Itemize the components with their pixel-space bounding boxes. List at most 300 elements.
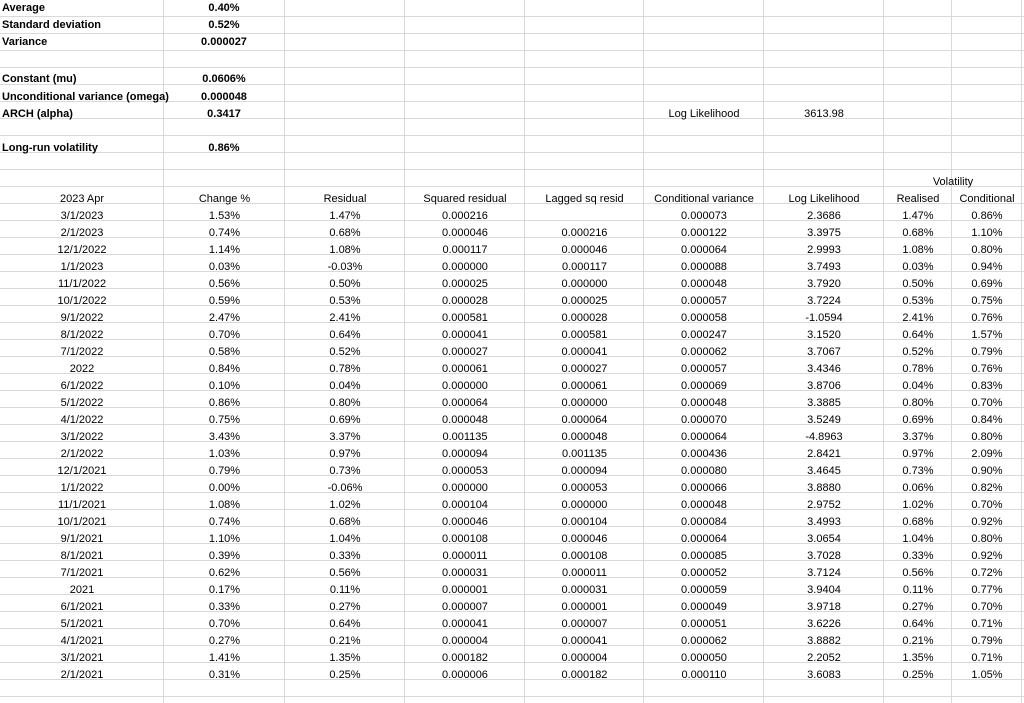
cell-change[interactable]: 0.59% [208, 295, 241, 307]
table-row [0, 480, 1024, 497]
cell-conditional-vol[interactable]: 0.76% [971, 363, 1003, 375]
cell-squared-residual[interactable]: 0.000064 [442, 397, 488, 409]
cell-lagged-sq-resid[interactable]: 0.000011 [561, 567, 608, 579]
cell-log-likelihood[interactable]: 3.7920 [807, 278, 841, 290]
cell-period[interactable]: 1/1/2022 [60, 482, 104, 494]
cell-squared-residual[interactable]: 0.000000 [442, 482, 488, 494]
cell-conditional-vol[interactable]: 0.80% [971, 533, 1003, 545]
cell-squared-residual[interactable]: 0.000025 [442, 278, 488, 290]
cell-realised-vol[interactable]: 0.68% [902, 516, 934, 528]
cell-change[interactable]: 0.10% [208, 380, 241, 392]
cell-period[interactable]: 6/1/2021 [60, 601, 104, 613]
cell-conditional-variance[interactable]: 0.000057 [681, 363, 727, 375]
cell-realised-vol[interactable]: 0.27% [902, 601, 934, 613]
cell-log-likelihood[interactable]: 3.1520 [807, 329, 841, 341]
cell-residual[interactable]: 0.73% [329, 465, 361, 477]
cell-change[interactable]: 1.10% [208, 533, 241, 545]
cell-conditional-variance[interactable]: 0.000084 [681, 516, 727, 528]
cell-conditional-variance[interactable]: 0.000049 [681, 601, 727, 613]
cell-residual[interactable]: 0.97% [329, 448, 361, 460]
constant-label[interactable]: Constant (mu) [2, 73, 77, 85]
cell-change[interactable]: 1.53% [208, 210, 241, 222]
cell-lagged-sq-resid[interactable] [525, 208, 644, 225]
omega-value[interactable]: 0.000048 [201, 91, 247, 103]
cell-residual[interactable]: 0.50% [329, 278, 361, 290]
cell-change[interactable]: 1.14% [208, 244, 241, 256]
cell-residual[interactable]: 0.11% [329, 584, 361, 596]
cell-lagged-sq-resid[interactable]: 0.000000 [561, 278, 608, 290]
cell-period[interactable]: 9/1/2021 [60, 533, 104, 545]
cell-period[interactable]: 8/1/2022 [60, 329, 104, 341]
cell-period[interactable]: 11/1/2021 [57, 499, 107, 511]
cell-conditional-variance[interactable]: 0.000064 [681, 244, 727, 256]
cell-conditional-variance[interactable]: 0.000057 [681, 295, 727, 307]
cell-change[interactable]: 0.70% [208, 329, 241, 341]
longrun-label[interactable]: Long-run volatility [2, 142, 98, 154]
cell-lagged-sq-resid[interactable]: 0.000028 [561, 312, 608, 324]
cell-period[interactable]: 3/1/2021 [60, 652, 104, 664]
cell-log-likelihood[interactable]: 3.4346 [807, 363, 841, 375]
cell-conditional-vol[interactable]: 0.92% [971, 516, 1003, 528]
cell-conditional-vol[interactable]: 0.71% [971, 652, 1003, 664]
cell-realised-vol[interactable]: 0.64% [902, 329, 934, 341]
cell-period[interactable]: 6/1/2022 [60, 380, 104, 392]
cell-change[interactable]: 0.75% [208, 414, 241, 426]
cell-residual[interactable]: 0.80% [329, 397, 361, 409]
cell-log-likelihood[interactable]: 3.9404 [807, 584, 841, 596]
cell-realised-vol[interactable]: 0.73% [902, 465, 934, 477]
cell-conditional-variance[interactable]: 0.000066 [681, 482, 727, 494]
cell-change[interactable]: 0.33% [208, 601, 241, 613]
cell-conditional-variance[interactable]: 0.000064 [681, 431, 727, 443]
cell-residual[interactable]: 0.64% [329, 329, 361, 341]
cell-log-likelihood[interactable]: 2.9993 [807, 244, 841, 256]
table-row [0, 259, 1024, 276]
cell-realised-vol[interactable]: 0.11% [902, 584, 934, 596]
table-row [0, 616, 1024, 633]
cell-squared-residual[interactable]: 0.000053 [442, 465, 488, 477]
cell-realised-vol[interactable]: 1.35% [902, 652, 934, 664]
table-row [0, 667, 1024, 684]
cell-conditional-vol[interactable]: 0.80% [971, 244, 1003, 256]
table-row [0, 446, 1024, 463]
cell-period[interactable]: 2/1/2022 [60, 448, 104, 460]
header-squared-residual[interactable]: Squared residual [423, 193, 507, 205]
cell-residual[interactable]: 0.78% [329, 363, 361, 375]
cell-lagged-sq-resid[interactable]: 0.000053 [561, 482, 608, 494]
table-row [0, 463, 1024, 480]
cell-lagged-sq-resid[interactable]: 0.000000 [561, 499, 608, 511]
cell-squared-residual[interactable]: 0.000216 [442, 210, 488, 222]
cell-period[interactable]: 10/1/2022 [57, 295, 107, 307]
cell-lagged-sq-resid[interactable]: 0.000001 [561, 601, 608, 613]
cell-conditional-vol[interactable]: 0.75% [971, 295, 1003, 307]
cell-lagged-sq-resid[interactable]: 0.000031 [561, 584, 608, 596]
cell-conditional-variance[interactable]: 0.000069 [681, 380, 727, 392]
cell-conditional-vol[interactable]: 0.92% [971, 550, 1003, 562]
cell-change[interactable]: 0.74% [208, 227, 241, 239]
cell-conditional-variance[interactable]: 0.000110 [681, 669, 727, 681]
cell-lagged-sq-resid[interactable]: 0.000046 [561, 244, 608, 256]
alpha-label[interactable]: ARCH (alpha) [2, 108, 73, 120]
cell-conditional-variance[interactable]: 0.000048 [681, 499, 727, 511]
std-label[interactable]: Standard deviation [2, 19, 102, 31]
cell-realised-vol[interactable]: 2.41% [902, 312, 934, 324]
cell-log-likelihood[interactable]: 3.0654 [807, 533, 841, 545]
table-row [0, 208, 1024, 225]
cell-period[interactable]: 7/1/2021 [60, 567, 104, 579]
cell-conditional-variance[interactable]: 0.000059 [681, 584, 727, 596]
cell-conditional-vol[interactable]: 0.77% [971, 584, 1003, 596]
cell-log-likelihood[interactable]: 3.7493 [807, 261, 841, 273]
cell-change[interactable]: 0.31% [208, 669, 241, 681]
cell-change[interactable]: 0.27% [208, 635, 241, 647]
cell-realised-vol[interactable]: 0.97% [902, 448, 934, 460]
cell-squared-residual[interactable]: 0.000581 [442, 312, 488, 324]
cell-log-likelihood[interactable]: 2.2052 [807, 652, 841, 664]
cell-conditional-variance[interactable]: 0.000052 [681, 567, 727, 579]
cell-period[interactable]: 9/1/2022 [60, 312, 104, 324]
cell-realised-vol[interactable]: 0.04% [902, 380, 934, 392]
cell-log-likelihood[interactable]: 3.6226 [807, 618, 841, 630]
cell-lagged-sq-resid[interactable]: 0.000061 [561, 380, 608, 392]
cell-change[interactable]: 2.47% [208, 312, 241, 324]
cell-realised-vol[interactable]: 1.02% [902, 499, 934, 511]
cell-log-likelihood[interactable]: 3.8882 [807, 635, 841, 647]
cell-squared-residual[interactable]: 0.000004 [442, 635, 488, 647]
cell-lagged-sq-resid[interactable]: 0.000025 [561, 295, 608, 307]
cell-realised-vol[interactable]: 1.47% [902, 210, 934, 222]
cell-log-likelihood[interactable]: 3.7028 [807, 550, 841, 562]
cell-conditional-variance[interactable]: 0.000048 [681, 278, 727, 290]
cell-lagged-sq-resid[interactable]: 0.000581 [561, 329, 608, 341]
cell-squared-residual[interactable]: 0.000104 [442, 499, 488, 511]
cell-squared-residual[interactable]: 0.000001 [442, 584, 488, 596]
cell-log-likelihood[interactable]: -4.8963 [805, 431, 843, 443]
cell-lagged-sq-resid[interactable]: 0.000064 [561, 414, 608, 426]
header-conditional[interactable]: Conditional [959, 193, 1015, 205]
cell-residual[interactable]: 0.52% [329, 346, 361, 358]
cell-period[interactable]: 10/1/2021 [57, 516, 107, 528]
cell-change[interactable]: 0.86% [208, 397, 241, 409]
cell-conditional-vol[interactable]: 0.84% [971, 414, 1003, 426]
cell-conditional-vol[interactable]: 0.71% [971, 618, 1003, 630]
cell-change[interactable]: 0.58% [208, 346, 241, 358]
cell-change[interactable]: 0.17% [208, 584, 241, 596]
cell-lagged-sq-resid[interactable]: 0.001135 [561, 448, 608, 460]
cell-period[interactable]: 5/1/2022 [60, 397, 104, 409]
cell-lagged-sq-resid[interactable]: 0.000007 [561, 618, 608, 630]
cell-conditional-vol[interactable]: 0.82% [971, 482, 1003, 494]
cell-residual[interactable]: 1.02% [329, 499, 361, 511]
cell-lagged-sq-resid[interactable]: 0.000117 [561, 261, 608, 273]
std-value[interactable]: 0.52% [208, 19, 240, 31]
table-row [0, 650, 1024, 667]
cell-residual[interactable]: 0.68% [329, 227, 361, 239]
cell-change[interactable]: 0.70% [208, 618, 241, 630]
cell-conditional-vol[interactable]: 0.90% [971, 465, 1003, 477]
cell-lagged-sq-resid[interactable]: 0.000108 [561, 550, 608, 562]
cell-log-likelihood[interactable]: 3.7224 [807, 295, 841, 307]
cell-squared-residual[interactable]: 0.000000 [442, 380, 488, 392]
cell-conditional-variance[interactable]: 0.000247 [681, 329, 727, 341]
cell-log-likelihood[interactable]: 3.7067 [807, 346, 841, 358]
cell-lagged-sq-resid[interactable]: 0.000027 [561, 363, 608, 375]
table-row [0, 633, 1024, 650]
cell-residual[interactable]: -0.06% [327, 482, 363, 494]
cell-lagged-sq-resid[interactable]: 0.000094 [561, 465, 608, 477]
table-row [0, 395, 1024, 412]
cell-log-likelihood[interactable]: 3.3975 [807, 227, 841, 239]
cell-realised-vol[interactable]: 0.78% [902, 363, 934, 375]
header-period[interactable]: 2023 Apr [59, 193, 105, 205]
cell-realised-vol[interactable]: 0.03% [902, 261, 934, 273]
cell-conditional-vol[interactable]: 2.09% [971, 448, 1003, 460]
cell-log-likelihood[interactable]: 3.3885 [807, 397, 841, 409]
cell-residual[interactable]: 2.41% [329, 312, 361, 324]
cell-conditional-vol[interactable]: 0.69% [971, 278, 1003, 290]
alpha-value[interactable]: 0.3417 [207, 108, 241, 120]
cell-period[interactable]: 2021 [69, 584, 95, 596]
cell-squared-residual[interactable]: 0.001135 [442, 431, 488, 443]
cell-realised-vol[interactable]: 0.80% [902, 397, 934, 409]
cell-squared-residual[interactable]: 0.000027 [442, 346, 488, 358]
cell-residual[interactable]: 0.53% [329, 295, 361, 307]
cell-residual[interactable]: 1.47% [329, 210, 361, 222]
cell-period[interactable]: 4/1/2022 [60, 414, 104, 426]
table-row [0, 361, 1024, 378]
cell-period[interactable]: 2022 [69, 363, 95, 375]
table-row [0, 565, 1024, 582]
average-label[interactable]: Average [2, 2, 46, 14]
cell-residual[interactable]: 1.04% [329, 533, 361, 545]
cell-lagged-sq-resid[interactable]: 0.000004 [561, 652, 608, 664]
cell-realised-vol[interactable]: 0.21% [902, 635, 934, 647]
table-row [0, 310, 1024, 327]
cell-squared-residual[interactable]: 0.000006 [442, 669, 488, 681]
cell-conditional-vol[interactable]: 0.79% [971, 635, 1003, 647]
cell-change[interactable]: 0.74% [208, 516, 241, 528]
cell-log-likelihood[interactable]: 2.9752 [807, 499, 841, 511]
variance-label[interactable]: Variance [2, 36, 48, 48]
table-row [0, 582, 1024, 599]
table-row [0, 412, 1024, 429]
cell-squared-residual[interactable]: 0.000048 [442, 414, 488, 426]
loglik-label[interactable]: Log Likelihood [668, 108, 740, 120]
cell-residual[interactable]: 0.04% [329, 380, 361, 392]
cell-residual[interactable]: -0.03% [327, 261, 363, 273]
cell-period[interactable]: 2/1/2023 [60, 227, 104, 239]
header-realised[interactable]: Realised [896, 193, 940, 205]
cell-period[interactable]: 7/1/2022 [60, 346, 104, 358]
cell-conditional-vol[interactable]: 0.70% [971, 601, 1003, 613]
cell-squared-residual[interactable]: 0.000061 [442, 363, 488, 375]
constant-value[interactable]: 0.0606% [202, 73, 246, 85]
cell-conditional-vol[interactable]: 0.83% [971, 380, 1003, 392]
loglik-value[interactable]: 3613.98 [804, 108, 844, 120]
cell-change[interactable]: 3.43% [208, 431, 241, 443]
cell-lagged-sq-resid[interactable]: 0.000000 [561, 397, 608, 409]
cell-squared-residual[interactable]: 0.000108 [442, 533, 488, 545]
cell-residual[interactable]: 1.08% [329, 244, 361, 256]
cell-period[interactable]: 2/1/2021 [60, 669, 104, 681]
cell-change[interactable]: 0.39% [208, 550, 241, 562]
cell-period[interactable]: 8/1/2021 [60, 550, 104, 562]
cell-change[interactable]: 1.08% [208, 499, 241, 511]
cell-conditional-variance[interactable]: 0.000436 [681, 448, 727, 460]
header-log-likelihood[interactable]: Log Likelihood [788, 193, 860, 205]
cell-realised-vol[interactable]: 0.69% [902, 414, 934, 426]
cell-conditional-vol[interactable]: 0.80% [971, 431, 1003, 443]
cell-conditional-vol[interactable]: 0.76% [971, 312, 1003, 324]
average-value[interactable]: 0.40% [208, 2, 240, 14]
cell-realised-vol[interactable]: 0.33% [902, 550, 934, 562]
cell-lagged-sq-resid[interactable]: 0.000041 [561, 635, 608, 647]
cell-log-likelihood[interactable]: 3.9718 [807, 601, 841, 613]
cell-realised-vol[interactable]: 0.56% [902, 567, 934, 579]
cell-lagged-sq-resid[interactable]: 0.000104 [561, 516, 608, 528]
cell-residual[interactable]: 0.21% [329, 635, 361, 647]
cell-conditional-variance[interactable]: 0.000048 [681, 397, 727, 409]
cell-conditional-variance[interactable]: 0.000085 [681, 550, 727, 562]
cell-squared-residual[interactable]: 0.000182 [442, 652, 488, 664]
cell-change[interactable]: 0.84% [208, 363, 241, 375]
cell-squared-residual[interactable]: 0.000007 [442, 601, 488, 613]
cell-change[interactable]: 0.62% [208, 567, 241, 579]
table-row [0, 497, 1024, 514]
cell-log-likelihood[interactable]: 2.8421 [807, 448, 841, 460]
cell-conditional-vol[interactable]: 0.79% [971, 346, 1003, 358]
cell-conditional-variance[interactable]: 0.000050 [681, 652, 727, 664]
header-lagged-sq-resid[interactable]: Lagged sq resid [545, 193, 624, 205]
cell-conditional-variance[interactable]: 0.000051 [681, 618, 727, 630]
cell-period[interactable]: 3/1/2023 [60, 210, 104, 222]
cell-log-likelihood[interactable]: 3.8706 [807, 380, 841, 392]
cell-lagged-sq-resid[interactable]: 0.000048 [561, 431, 608, 443]
cell-residual[interactable]: 0.64% [329, 618, 361, 630]
cell-period[interactable]: 5/1/2021 [60, 618, 104, 630]
cell-log-likelihood[interactable]: 3.7124 [807, 567, 841, 579]
cell-residual[interactable]: 0.68% [329, 516, 361, 528]
cell-lagged-sq-resid[interactable]: 0.000041 [561, 346, 608, 358]
cell-period[interactable]: 12/1/2022 [57, 244, 107, 256]
cell-squared-residual[interactable]: 0.000041 [442, 618, 488, 630]
longrun-value[interactable]: 0.86% [208, 142, 240, 154]
cell-conditional-vol[interactable]: 0.70% [971, 499, 1003, 511]
volatility-group-header[interactable]: Volatility [932, 176, 974, 188]
cell-squared-residual[interactable]: 0.000046 [442, 516, 488, 528]
cell-residual[interactable]: 1.35% [329, 652, 361, 664]
cell-change[interactable]: 0.03% [208, 261, 241, 273]
cell-realised-vol[interactable]: 0.52% [902, 346, 934, 358]
header-residual[interactable]: Residual [323, 193, 367, 205]
cell-conditional-vol[interactable]: 0.70% [971, 397, 1003, 409]
cell-period[interactable]: 11/1/2022 [57, 278, 107, 290]
cell-conditional-variance[interactable]: 0.000070 [681, 414, 727, 426]
cell-change[interactable]: 1.03% [208, 448, 241, 460]
cell-conditional-vol[interactable]: 0.72% [971, 567, 1003, 579]
cell-conditional-variance[interactable]: 0.000080 [681, 465, 727, 477]
table-row [0, 378, 1024, 395]
cell-lagged-sq-resid[interactable]: 0.000216 [561, 227, 608, 239]
cell-conditional-variance[interactable]: 0.000122 [681, 227, 727, 239]
cell-conditional-vol[interactable]: 1.10% [971, 227, 1003, 239]
cell-conditional-variance[interactable]: 0.000062 [681, 346, 727, 358]
cell-realised-vol[interactable]: 0.53% [902, 295, 934, 307]
cell-conditional-variance[interactable]: 0.000088 [681, 261, 727, 273]
cell-log-likelihood[interactable]: 2.3686 [807, 210, 841, 222]
cell-log-likelihood[interactable]: -1.0594 [805, 312, 843, 324]
cell-realised-vol[interactable]: 0.68% [902, 227, 934, 239]
cell-squared-residual[interactable]: 0.000041 [442, 329, 488, 341]
cell-period[interactable]: 12/1/2021 [57, 465, 107, 477]
cell-change[interactable]: 0.56% [208, 278, 241, 290]
table-row [0, 548, 1024, 565]
cell-lagged-sq-resid[interactable]: 0.000182 [561, 669, 608, 681]
table-row [0, 276, 1024, 293]
cell-log-likelihood[interactable]: 3.4993 [807, 516, 841, 528]
cell-residual[interactable]: 0.27% [329, 601, 361, 613]
cell-conditional-vol[interactable]: 1.57% [971, 329, 1003, 341]
cell-log-likelihood[interactable]: 3.4645 [807, 465, 841, 477]
cell-lagged-sq-resid[interactable]: 0.000046 [561, 533, 608, 545]
cell-squared-residual[interactable]: 0.000094 [442, 448, 488, 460]
cell-realised-vol[interactable]: 1.08% [902, 244, 934, 256]
cell-period[interactable]: 3/1/2022 [60, 431, 104, 443]
cell-squared-residual[interactable]: 0.000011 [442, 550, 488, 562]
table-row [0, 531, 1024, 548]
cell-realised-vol[interactable]: 0.50% [902, 278, 934, 290]
cell-conditional-vol[interactable]: 0.94% [971, 261, 1003, 273]
cell-conditional-vol[interactable]: 0.86% [971, 210, 1003, 222]
cell-residual[interactable]: 0.33% [329, 550, 361, 562]
cell-squared-residual[interactable]: 0.000031 [442, 567, 488, 579]
cell-conditional-variance[interactable]: 0.000058 [681, 312, 727, 324]
variance-value[interactable]: 0.000027 [201, 36, 247, 48]
header-change[interactable]: Change % [198, 193, 251, 205]
cell-squared-residual[interactable]: 0.000117 [442, 244, 488, 256]
cell-conditional-variance[interactable]: 0.000064 [681, 533, 727, 545]
table-row [0, 327, 1024, 344]
table-row [0, 599, 1024, 616]
cell-log-likelihood[interactable]: 3.5249 [807, 414, 841, 426]
cell-conditional-vol[interactable]: 1.05% [971, 669, 1003, 681]
cell-realised-vol[interactable]: 0.64% [902, 618, 934, 630]
cell-change[interactable]: 0.79% [208, 465, 241, 477]
cell-conditional-variance[interactable]: 0.000073 [681, 210, 727, 222]
cell-period[interactable]: 1/1/2023 [60, 261, 104, 273]
cell-residual[interactable]: 0.69% [329, 414, 361, 426]
cell-realised-vol[interactable]: 1.04% [902, 533, 934, 545]
cell-residual[interactable]: 3.37% [329, 431, 361, 443]
cell-change[interactable]: 0.00% [208, 482, 241, 494]
omega-label[interactable]: Unconditional variance (omega) [2, 91, 169, 103]
cell-residual[interactable]: 0.56% [329, 567, 361, 579]
cell-squared-residual[interactable]: 0.000000 [442, 261, 488, 273]
cell-squared-residual[interactable]: 0.000046 [442, 227, 488, 239]
cell-log-likelihood[interactable]: 3.8880 [807, 482, 841, 494]
cell-realised-vol[interactable]: 3.37% [902, 431, 934, 443]
header-conditional-variance[interactable]: Conditional variance [654, 193, 754, 205]
cell-squared-residual[interactable]: 0.000028 [442, 295, 488, 307]
cell-conditional-variance[interactable]: 0.000062 [681, 635, 727, 647]
cell-realised-vol[interactable]: 0.25% [902, 669, 934, 681]
cell-log-likelihood[interactable]: 3.6083 [807, 669, 841, 681]
cell-realised-vol[interactable]: 0.06% [902, 482, 934, 494]
cell-residual[interactable]: 0.25% [329, 669, 361, 681]
cell-period[interactable]: 4/1/2021 [60, 635, 104, 647]
cell-change[interactable]: 1.41% [208, 652, 241, 664]
